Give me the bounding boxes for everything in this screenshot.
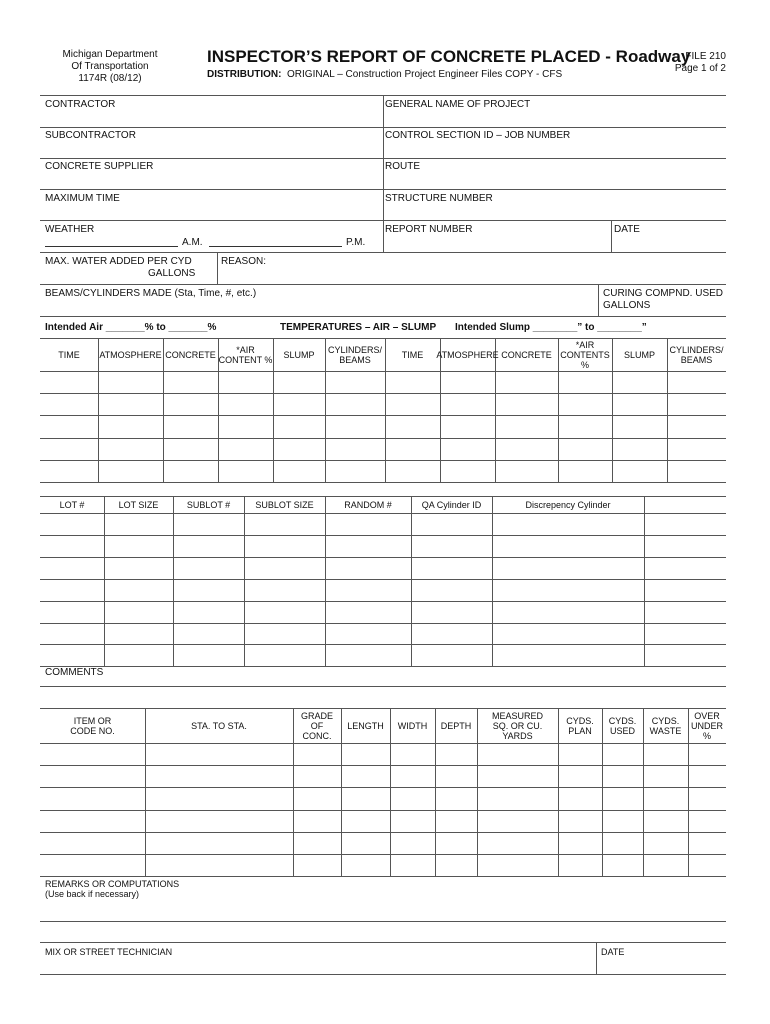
control-section-label: CONTROL SECTION ID – JOB NUMBER — [385, 130, 571, 141]
lot-cell[interactable] — [245, 514, 324, 534]
item-cell[interactable] — [644, 855, 687, 875]
temp-cell[interactable] — [613, 461, 666, 481]
item-cell[interactable] — [689, 811, 725, 831]
item-cell[interactable] — [41, 811, 144, 831]
temp-cell[interactable] — [559, 372, 611, 392]
weather-pm-field[interactable] — [209, 246, 342, 247]
structure-number-field[interactable] — [384, 205, 726, 219]
lot-cell[interactable] — [412, 558, 491, 578]
footer-date-field[interactable] — [597, 958, 726, 972]
temperature-table — [40, 338, 726, 482]
item-cell[interactable] — [436, 811, 476, 831]
comments-field[interactable] — [40, 680, 726, 706]
temp-cell[interactable] — [668, 461, 725, 481]
item-cell[interactable] — [391, 811, 434, 831]
item-cell[interactable] — [391, 855, 434, 875]
weather-label: WEATHER — [45, 224, 95, 235]
item-cell[interactable] — [603, 855, 642, 875]
table-row — [40, 438, 726, 460]
lot-cell[interactable] — [493, 602, 643, 622]
lot-cell[interactable] — [105, 602, 172, 622]
table-row — [40, 460, 726, 482]
table-row — [40, 810, 726, 832]
footer-date-label: DATE — [601, 947, 625, 957]
control-section-field[interactable] — [384, 142, 726, 158]
temp-header-cell: SLUMP — [623, 349, 655, 360]
item-cell[interactable] — [41, 766, 144, 786]
lot-cell[interactable] — [412, 536, 491, 556]
temp-cell[interactable] — [326, 439, 384, 459]
temp-cell[interactable] — [99, 439, 162, 459]
item-header-cell: MEASURED SQ. OR CU. YARDS — [491, 710, 543, 741]
item-cell[interactable] — [294, 855, 340, 875]
item-cell[interactable] — [478, 833, 557, 853]
temp-header-cell: TIME — [401, 349, 424, 360]
item-cell[interactable] — [644, 833, 687, 853]
temp-cell[interactable] — [496, 416, 557, 436]
lot-cell[interactable] — [326, 645, 410, 665]
item-cell[interactable] — [391, 744, 434, 764]
temp-cell[interactable] — [41, 439, 97, 459]
item-cell[interactable] — [603, 833, 642, 853]
subcontractor-label: SUBCONTRACTOR — [45, 130, 136, 141]
temp-header-cell: CONCRETE — [165, 349, 216, 360]
temp-cell[interactable] — [496, 394, 557, 414]
item-cell[interactable] — [41, 744, 144, 764]
temp-cell[interactable] — [441, 416, 494, 436]
item-rule — [40, 876, 726, 877]
item-cell[interactable] — [689, 833, 725, 853]
temp-cell[interactable] — [668, 394, 725, 414]
lot-cell[interactable] — [174, 580, 243, 600]
lot-cell[interactable] — [105, 624, 172, 644]
lot-cell[interactable] — [412, 602, 491, 622]
form-code: 1174R (08/12) — [78, 73, 142, 84]
temp-cell[interactable] — [274, 372, 324, 392]
temp-cell[interactable] — [326, 394, 384, 414]
table-row — [40, 393, 726, 415]
item-header-cell: DEPTH — [440, 720, 472, 731]
report-number-label: REPORT NUMBER — [385, 224, 473, 235]
item-cell[interactable] — [603, 788, 642, 808]
table-row — [40, 623, 726, 645]
temp-header-cell: ATMOSPHERE — [436, 349, 499, 360]
report-number-field[interactable] — [384, 236, 610, 251]
lot-cell[interactable] — [105, 536, 172, 556]
lot-cell[interactable] — [41, 645, 103, 665]
item-cell[interactable] — [436, 855, 476, 875]
temp-cell[interactable] — [559, 394, 611, 414]
temp-cell[interactable] — [496, 372, 557, 392]
pm-label: P.M. — [346, 237, 366, 248]
temp-cell[interactable] — [441, 439, 494, 459]
item-cell[interactable] — [391, 788, 434, 808]
table-row — [40, 535, 726, 557]
table-row — [40, 854, 726, 876]
concrete-supplier-field[interactable] — [40, 173, 380, 189]
date-label: DATE — [614, 224, 640, 235]
temp-header-cell: CYLINDERS/ BEAMS — [669, 344, 724, 365]
lot-cell[interactable] — [105, 645, 172, 665]
structure-number-label: STRUCTURE NUMBER — [385, 193, 493, 204]
remarks-label: REMARKS OR COMPUTATIONS (Use back if necessary) — [45, 879, 180, 899]
item-header-cell: CYDS. USED — [608, 715, 637, 736]
item-header-cell: GRADE OF CONC. — [300, 710, 333, 741]
lot-cell[interactable] — [174, 602, 243, 622]
item-cell[interactable] — [391, 833, 434, 853]
temp-cell[interactable] — [41, 461, 97, 481]
item-cell[interactable] — [436, 744, 476, 764]
contractor-label: CONTRACTOR — [45, 99, 116, 110]
lot-cell[interactable] — [493, 536, 643, 556]
temp-cell[interactable] — [41, 394, 97, 414]
comments-label: COMMENTS — [45, 667, 104, 678]
table-row — [40, 765, 726, 787]
technician-label: MIX OR STREET TECHNICIAN — [45, 947, 173, 957]
item-cell[interactable] — [342, 744, 389, 764]
temp-cell[interactable] — [386, 439, 439, 459]
temp-cell[interactable] — [496, 439, 557, 459]
lot-cell[interactable] — [326, 536, 410, 556]
item-cell[interactable] — [644, 788, 687, 808]
temp-cell[interactable] — [99, 461, 162, 481]
item-cell[interactable] — [603, 811, 642, 831]
item-cell[interactable] — [294, 766, 340, 786]
temp-cell[interactable] — [164, 461, 217, 481]
beams-cylinders-field[interactable] — [40, 300, 596, 314]
table-row — [40, 601, 726, 623]
temp-header-cell: *AIR CONTENTS % — [560, 339, 610, 370]
lot-cell[interactable] — [326, 514, 410, 534]
technician-field[interactable] — [40, 958, 594, 972]
item-cell[interactable] — [294, 744, 340, 764]
reason-label: REASON: — [221, 256, 267, 267]
lot-rule — [40, 666, 726, 667]
item-cell[interactable] — [146, 811, 292, 831]
lot-cell[interactable] — [493, 624, 643, 644]
temp-cell[interactable] — [441, 372, 494, 392]
item-cell[interactable] — [342, 833, 389, 853]
lot-cell[interactable] — [412, 580, 491, 600]
project-name-label: GENERAL NAME OF PROJECT — [385, 99, 531, 110]
temp-cell[interactable] — [441, 461, 494, 481]
item-cell[interactable] — [478, 855, 557, 875]
temp-cell[interactable] — [668, 439, 725, 459]
lot-cell[interactable] — [245, 645, 324, 665]
temp-cell[interactable] — [41, 372, 97, 392]
table-row — [40, 371, 726, 393]
temperatures-title: TEMPERATURES – AIR – SLUMP — [280, 322, 437, 333]
item-cell[interactable] — [41, 788, 144, 808]
item-header-cell: OVER UNDER % — [690, 710, 723, 741]
lot-cell[interactable] — [105, 514, 172, 534]
temp-cell[interactable] — [164, 416, 217, 436]
lot-header-cell: LOT # — [59, 499, 85, 510]
lot-cell[interactable] — [174, 558, 243, 578]
lot-header-cell: RANDOM # — [344, 499, 392, 510]
lot-cell[interactable] — [245, 624, 324, 644]
temp-cell[interactable] — [41, 416, 97, 436]
item-cell[interactable] — [689, 788, 725, 808]
item-cell[interactable] — [559, 811, 601, 831]
temp-cell[interactable] — [386, 394, 439, 414]
lot-cell[interactable] — [493, 645, 643, 665]
am-label: A.M. — [182, 237, 203, 248]
item-cell[interactable] — [559, 788, 601, 808]
table-row — [40, 644, 726, 666]
item-header-cell: CYDS. PLAN — [566, 715, 594, 736]
temp-header-cell: CONCRETE — [501, 349, 552, 360]
item-cell[interactable] — [146, 833, 292, 853]
weather-am-field[interactable] — [45, 246, 178, 247]
item-header-cell: ITEM OR CODE NO. — [70, 715, 115, 736]
item-header-cell: STA. TO STA. — [191, 720, 247, 731]
table-row — [40, 415, 726, 437]
temp-cell[interactable] — [219, 461, 272, 481]
item-cell[interactable] — [436, 788, 476, 808]
table-row — [40, 579, 726, 601]
item-cell[interactable] — [294, 811, 340, 831]
lot-cell[interactable] — [326, 558, 410, 578]
temp-cell[interactable] — [613, 416, 666, 436]
curing-compound-label: CURING COMPND. USED GALLONS — [603, 288, 724, 311]
lot-cell[interactable] — [174, 536, 243, 556]
temp-cell[interactable] — [326, 461, 384, 481]
temp-cell[interactable] — [386, 416, 439, 436]
lot-cell[interactable] — [41, 602, 103, 622]
lot-cell[interactable] — [245, 558, 324, 578]
maximum-time-label: MAXIMUM TIME — [45, 193, 120, 204]
lot-cell[interactable] — [412, 645, 491, 665]
temp-cell[interactable] — [274, 394, 324, 414]
temp-cell[interactable] — [219, 394, 272, 414]
temp-header-cell: *AIR CONTENT % — [218, 344, 273, 365]
item-cell[interactable] — [478, 766, 557, 786]
max-water-label: MAX. WATER ADDED PER CYD GALLONS — [45, 256, 196, 279]
lot-cell[interactable] — [174, 624, 243, 644]
temp-cell[interactable] — [559, 439, 611, 459]
distribution-line: DISTRIBUTION: ORIGINAL – Construction Project Engineer Files COPY - CFS — [207, 69, 563, 80]
temp-cell[interactable] — [613, 394, 666, 414]
table-row — [40, 513, 726, 535]
item-cell[interactable] — [559, 766, 601, 786]
item-cell[interactable] — [294, 833, 340, 853]
lot-cell[interactable] — [245, 580, 324, 600]
item-cell[interactable] — [146, 788, 292, 808]
item-table — [40, 708, 726, 876]
item-header-cell: LENGTH — [347, 720, 384, 731]
temp-cell[interactable] — [496, 461, 557, 481]
lot-cell[interactable] — [493, 514, 643, 534]
route-label: ROUTE — [385, 161, 420, 172]
lot-cell[interactable] — [326, 624, 410, 644]
item-cell[interactable] — [603, 766, 642, 786]
item-cell[interactable] — [342, 766, 389, 786]
item-cell[interactable] — [342, 855, 389, 875]
intended-air-label: Intended Air _______% to _______% — [45, 322, 217, 333]
project-name-field[interactable] — [384, 110, 726, 126]
item-cell[interactable] — [644, 766, 687, 786]
temp-cell[interactable] — [99, 416, 162, 436]
subcontractor-field[interactable] — [40, 142, 380, 158]
reason-field[interactable] — [270, 256, 726, 282]
route-field[interactable] — [384, 173, 726, 189]
lot-cell[interactable] — [245, 602, 324, 622]
temp-cell[interactable] — [668, 416, 725, 436]
item-cell[interactable] — [436, 766, 476, 786]
item-header-cell: WIDTH — [397, 720, 428, 731]
page-title: INSPECTOR’S REPORT OF CONCRETE PLACED - Roadway — [207, 47, 691, 66]
lot-cell[interactable] — [105, 558, 172, 578]
temp-cell[interactable] — [219, 372, 272, 392]
table-row — [40, 832, 726, 854]
temp-rule — [40, 482, 726, 483]
temp-header-cell: ATMOSPHERE — [99, 349, 162, 360]
item-cell[interactable] — [478, 811, 557, 831]
lot-cell[interactable] — [41, 624, 103, 644]
item-cell[interactable] — [342, 811, 389, 831]
contractor-field[interactable] — [40, 110, 380, 126]
item-cell[interactable] — [342, 788, 389, 808]
temp-cell[interactable] — [559, 461, 611, 481]
lot-cell[interactable] — [326, 580, 410, 600]
item-cell[interactable] — [689, 744, 725, 764]
agency-name: Michigan Department Of Transportation 1174R (08/12) — [50, 49, 170, 85]
temp-cell[interactable] — [219, 416, 272, 436]
page-number: Page 1 of 2 — [674, 63, 726, 74]
item-header-cell: CYDS. WASTE — [649, 715, 682, 736]
table-row — [40, 557, 726, 579]
maximum-time-field[interactable] — [40, 205, 380, 219]
date-field[interactable] — [612, 236, 726, 251]
item-cell[interactable] — [294, 788, 340, 808]
item-cell[interactable] — [146, 744, 292, 764]
temp-cell[interactable] — [386, 461, 439, 481]
lot-cell[interactable] — [105, 580, 172, 600]
temp-header-cell: CYLINDERS/ BEAMS — [327, 344, 382, 365]
temp-cell[interactable] — [164, 372, 217, 392]
temp-cell[interactable] — [386, 372, 439, 392]
table-row — [40, 787, 726, 809]
temp-header-cell: TIME — [58, 349, 80, 360]
temp-cell[interactable] — [613, 372, 666, 392]
intended-slump-label: Intended Slump ________” to ________” — [455, 322, 647, 333]
concrete-supplier-label: CONCRETE SUPPLIER — [45, 161, 154, 172]
beams-cylinders-label: BEAMS/CYLINDERS MADE (Sta, Time, #, etc.) — [45, 288, 257, 299]
temp-cell[interactable] — [613, 439, 666, 459]
item-cell[interactable] — [689, 855, 725, 875]
lot-cell[interactable] — [41, 580, 103, 600]
temp-cell[interactable] — [441, 394, 494, 414]
file-page-info — [660, 51, 726, 75]
file-number: FILE 210 — [685, 51, 726, 62]
lot-cell[interactable] — [41, 514, 103, 534]
lot-cell[interactable] — [493, 580, 643, 600]
lot-cell[interactable] — [41, 558, 103, 578]
temp-cell[interactable] — [219, 439, 272, 459]
lot-cell[interactable] — [174, 645, 243, 665]
item-cell[interactable] — [559, 744, 601, 764]
lot-cell[interactable] — [245, 536, 324, 556]
item-cell[interactable] — [559, 855, 601, 875]
item-cell[interactable] — [41, 833, 144, 853]
lot-header-cell: QA Cylinder ID — [421, 499, 482, 510]
temp-cell[interactable] — [164, 394, 217, 414]
temp-cell[interactable] — [99, 372, 162, 392]
temp-cell[interactable] — [274, 416, 324, 436]
temp-cell[interactable] — [274, 461, 324, 481]
table-row — [40, 743, 726, 765]
lot-cell[interactable] — [326, 602, 410, 622]
item-cell[interactable] — [436, 833, 476, 853]
temp-cell[interactable] — [559, 416, 611, 436]
temp-cell[interactable] — [274, 439, 324, 459]
item-cell[interactable] — [644, 811, 687, 831]
lot-cell[interactable] — [412, 514, 491, 534]
lot-header-cell: SUBLOT SIZE — [255, 499, 314, 510]
item-cell[interactable] — [146, 855, 292, 875]
item-cell[interactable] — [559, 833, 601, 853]
item-cell[interactable] — [478, 788, 557, 808]
item-cell[interactable] — [644, 744, 687, 764]
item-cell[interactable] — [689, 766, 725, 786]
lot-table — [40, 496, 726, 666]
temp-cell[interactable] — [668, 372, 725, 392]
temp-cell[interactable] — [164, 439, 217, 459]
lot-cell[interactable] — [41, 536, 103, 556]
temp-cell[interactable] — [326, 372, 384, 392]
item-cell[interactable] — [603, 744, 642, 764]
item-cell[interactable] — [146, 766, 292, 786]
lot-cell[interactable] — [174, 514, 243, 534]
lot-header-cell: LOT SIZE — [118, 499, 159, 510]
item-cell[interactable] — [391, 766, 434, 786]
lot-cell[interactable] — [493, 558, 643, 578]
lot-header-cell: SUBLOT # — [186, 499, 231, 510]
lot-header-cell: Discrepency Cylinder — [525, 499, 611, 510]
item-cell[interactable] — [41, 855, 144, 875]
temp-header-cell: SLUMP — [283, 349, 315, 360]
item-cell[interactable] — [478, 744, 557, 764]
temp-cell[interactable] — [326, 416, 384, 436]
temp-cell[interactable] — [99, 394, 162, 414]
lot-cell[interactable] — [412, 624, 491, 644]
